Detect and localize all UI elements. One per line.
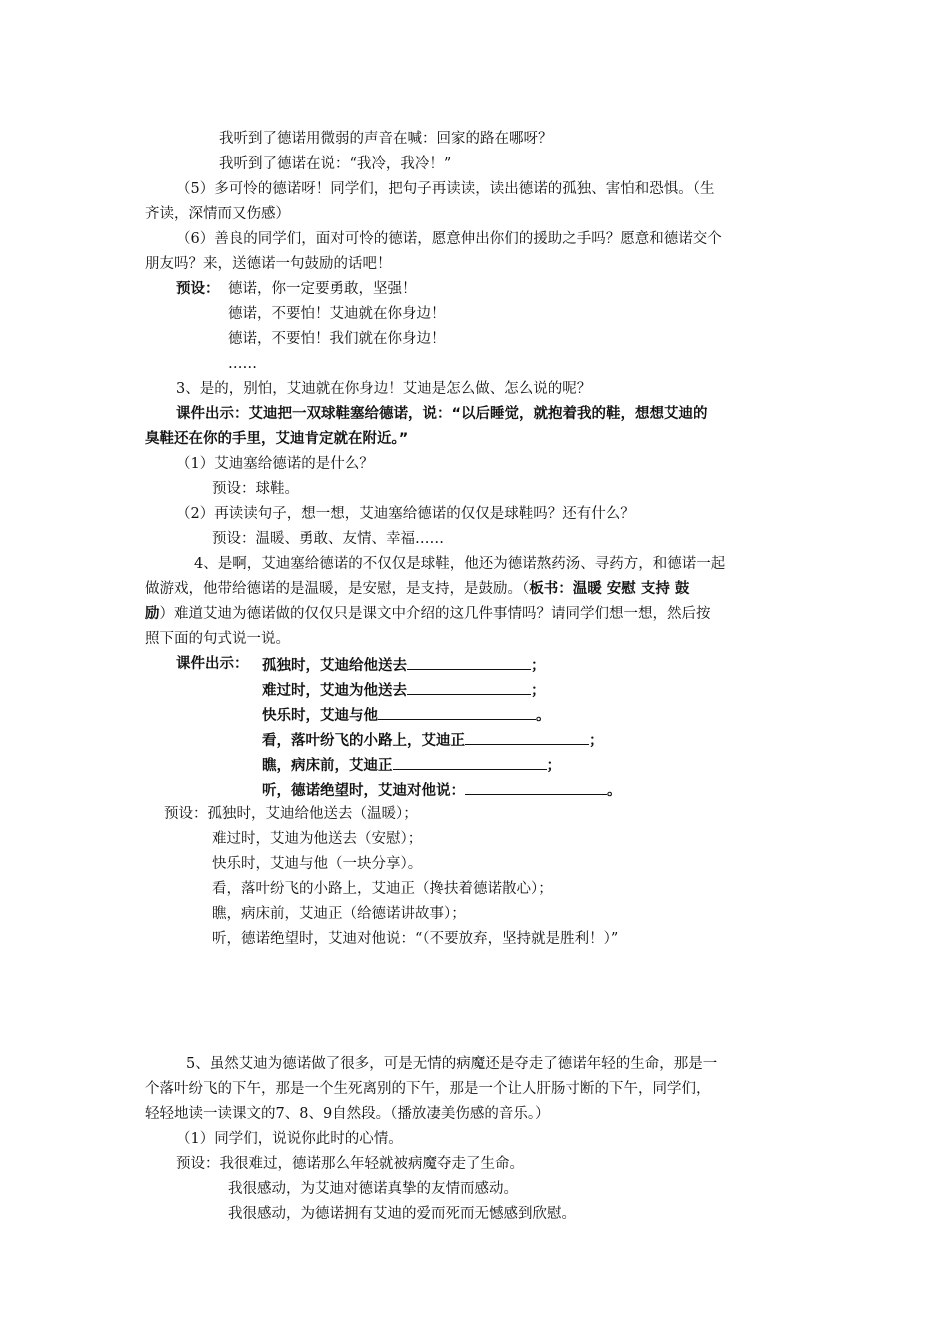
text-line: 3、是的，别怕，艾迪就在你身边！艾迪是怎么做、怎么说的呢？ [176, 381, 592, 397]
answer-blank [407, 652, 531, 670]
text-line: （2）再读读句子，想一想，艾迪塞给德诺的仅仅是球鞋吗？还有什么？ [176, 506, 635, 522]
prompt-text: 快乐时，艾迪与他 [262, 708, 378, 724]
text-line: 4、是啊，艾迪塞给德诺的不仅仅是球鞋，他还为德诺熬药汤、寻药方，和德诺一起 [194, 556, 726, 572]
punctuation: 。 [536, 708, 551, 724]
prompt-text: 听，德诺绝望时，艾迪对他说： [262, 783, 465, 799]
text-line: 预设：温暖、勇敢、友情、幸福…… [212, 531, 444, 547]
text-line: 我听到了德诺用微弱的声音在喊：回家的路在哪呀？ [219, 131, 553, 147]
text-line: 难过时，艾迪为他送去（安慰）； [212, 831, 423, 847]
blackboard-note: 板书：温暖 安慰 支持 鼓 [529, 581, 690, 597]
text-segment: 做游戏，他带给德诺的是温暖，是安慰，是支持，是鼓励。（ [145, 581, 530, 597]
punctuation: ； [546, 758, 561, 774]
text-line: 5、虽然艾迪为德诺做了很多，可是无情的病魔还是夺走了德诺年轻的生命，那是一 [186, 1056, 718, 1072]
text-line: 预设：球鞋。 [212, 481, 299, 497]
text-line: 德诺，不要怕！我们就在你身边！ [228, 331, 446, 347]
text-line: 看，落叶纷飞的小路上，艾迪正（搀扶着德诺散心）； [212, 881, 553, 897]
text-line: 我很感动，为艾迪对德诺真挚的友情而感动。 [228, 1181, 518, 1197]
text-line: （6）善良的同学们，面对可怜的德诺，愿意伸出你们的援助之手吗？愿意和德诺交个 [176, 231, 722, 247]
fill-in-line [262, 777, 622, 804]
answer-blank [393, 752, 547, 770]
text-line: 轻轻地读一读课文的7、8、9自然段。（播放凄美伤感的音乐。） [145, 1106, 550, 1122]
text-line: 德诺，不要怕！艾迪就在你身边！ [228, 306, 446, 322]
text-line: 个落叶纷飞的下午，那是一个生死离别的下午，那是一个让人肝肠寸断的下午，同学们， [145, 1081, 711, 1097]
punctuation: ； [531, 658, 546, 674]
text-line: 朋友吗？来，送德诺一句鼓励的话吧！ [145, 256, 392, 272]
text-line: 预设：孤独时，艾迪给他送去（温暖）； [164, 806, 418, 822]
fill-in-line [262, 677, 546, 704]
text-line: 听，德诺绝望时，艾迪对他说：“（不要放弃，坚持就是胜利！）” [212, 931, 619, 947]
text-line: 我听到了德诺在说：“我冷，我冷！” [219, 156, 452, 172]
text-line: （5）多可怜的德诺呀！同学们，把句子再读读，读出德诺的孤独、害怕和恐惧。（生 [176, 181, 715, 197]
text-line: 德诺，你一定要勇敢，坚强！ [228, 281, 417, 297]
text-line [145, 602, 711, 627]
fill-in-line [262, 727, 604, 754]
text-segment: ）难道艾迪为德诺做的仅仅只是课文中介绍的这几件事情吗？请同学们想一想，然后按 [159, 606, 711, 622]
answer-blank [407, 677, 531, 695]
text-line: （1）艾迪塞给德诺的是什么？ [176, 456, 374, 472]
punctuation: 。 [607, 783, 622, 799]
preset-label: 预设： [176, 281, 220, 297]
prompt-text: 看，落叶纷飞的小路上，艾迪正 [262, 733, 465, 749]
fill-in-line [262, 652, 546, 679]
prompt-text: 难过时，艾迪为他送去 [262, 683, 407, 699]
text-line [145, 577, 689, 602]
punctuation: ； [531, 683, 546, 699]
text-line: 照下面的句式说一说。 [145, 631, 290, 647]
prompt-text: 瞧，病床前，艾迪正 [262, 758, 393, 774]
text-line: 齐读，深情而又伤感） [145, 206, 290, 222]
answer-blank [378, 702, 536, 720]
text-line: （1）同学们，说说你此时的心情。 [176, 1131, 403, 1147]
text-line: 瞧，病床前，艾迪正（给德诺讲故事）； [212, 906, 466, 922]
text-line: 预设：我很难过，德诺那么年轻就被病魔夺走了生命。 [176, 1156, 524, 1172]
fill-in-line [262, 702, 551, 729]
blackboard-note: 励 [145, 606, 160, 622]
answer-blank [465, 727, 589, 745]
courseware-label: 课件出示： [176, 656, 249, 672]
fill-in-line [262, 752, 561, 779]
courseware-text: 课件出示：艾迪把一双球鞋塞给德诺，说：“以后睡觉，就抱着我的鞋，想想艾迪的 [176, 406, 708, 422]
text-line: 快乐时，艾迪与他（一块分享）。 [212, 856, 423, 872]
answer-blank [465, 777, 607, 795]
text-line: …… [228, 356, 257, 372]
courseware-text: 臭鞋还在你的手里，艾迪肯定就在附近。” [145, 431, 409, 447]
punctuation: ； [589, 733, 604, 749]
prompt-text: 孤独时，艾迪给他送去 [262, 658, 407, 674]
text-line: 我很感动，为德诺拥有艾迪的爱而死而无憾感到欣慰。 [228, 1206, 576, 1222]
